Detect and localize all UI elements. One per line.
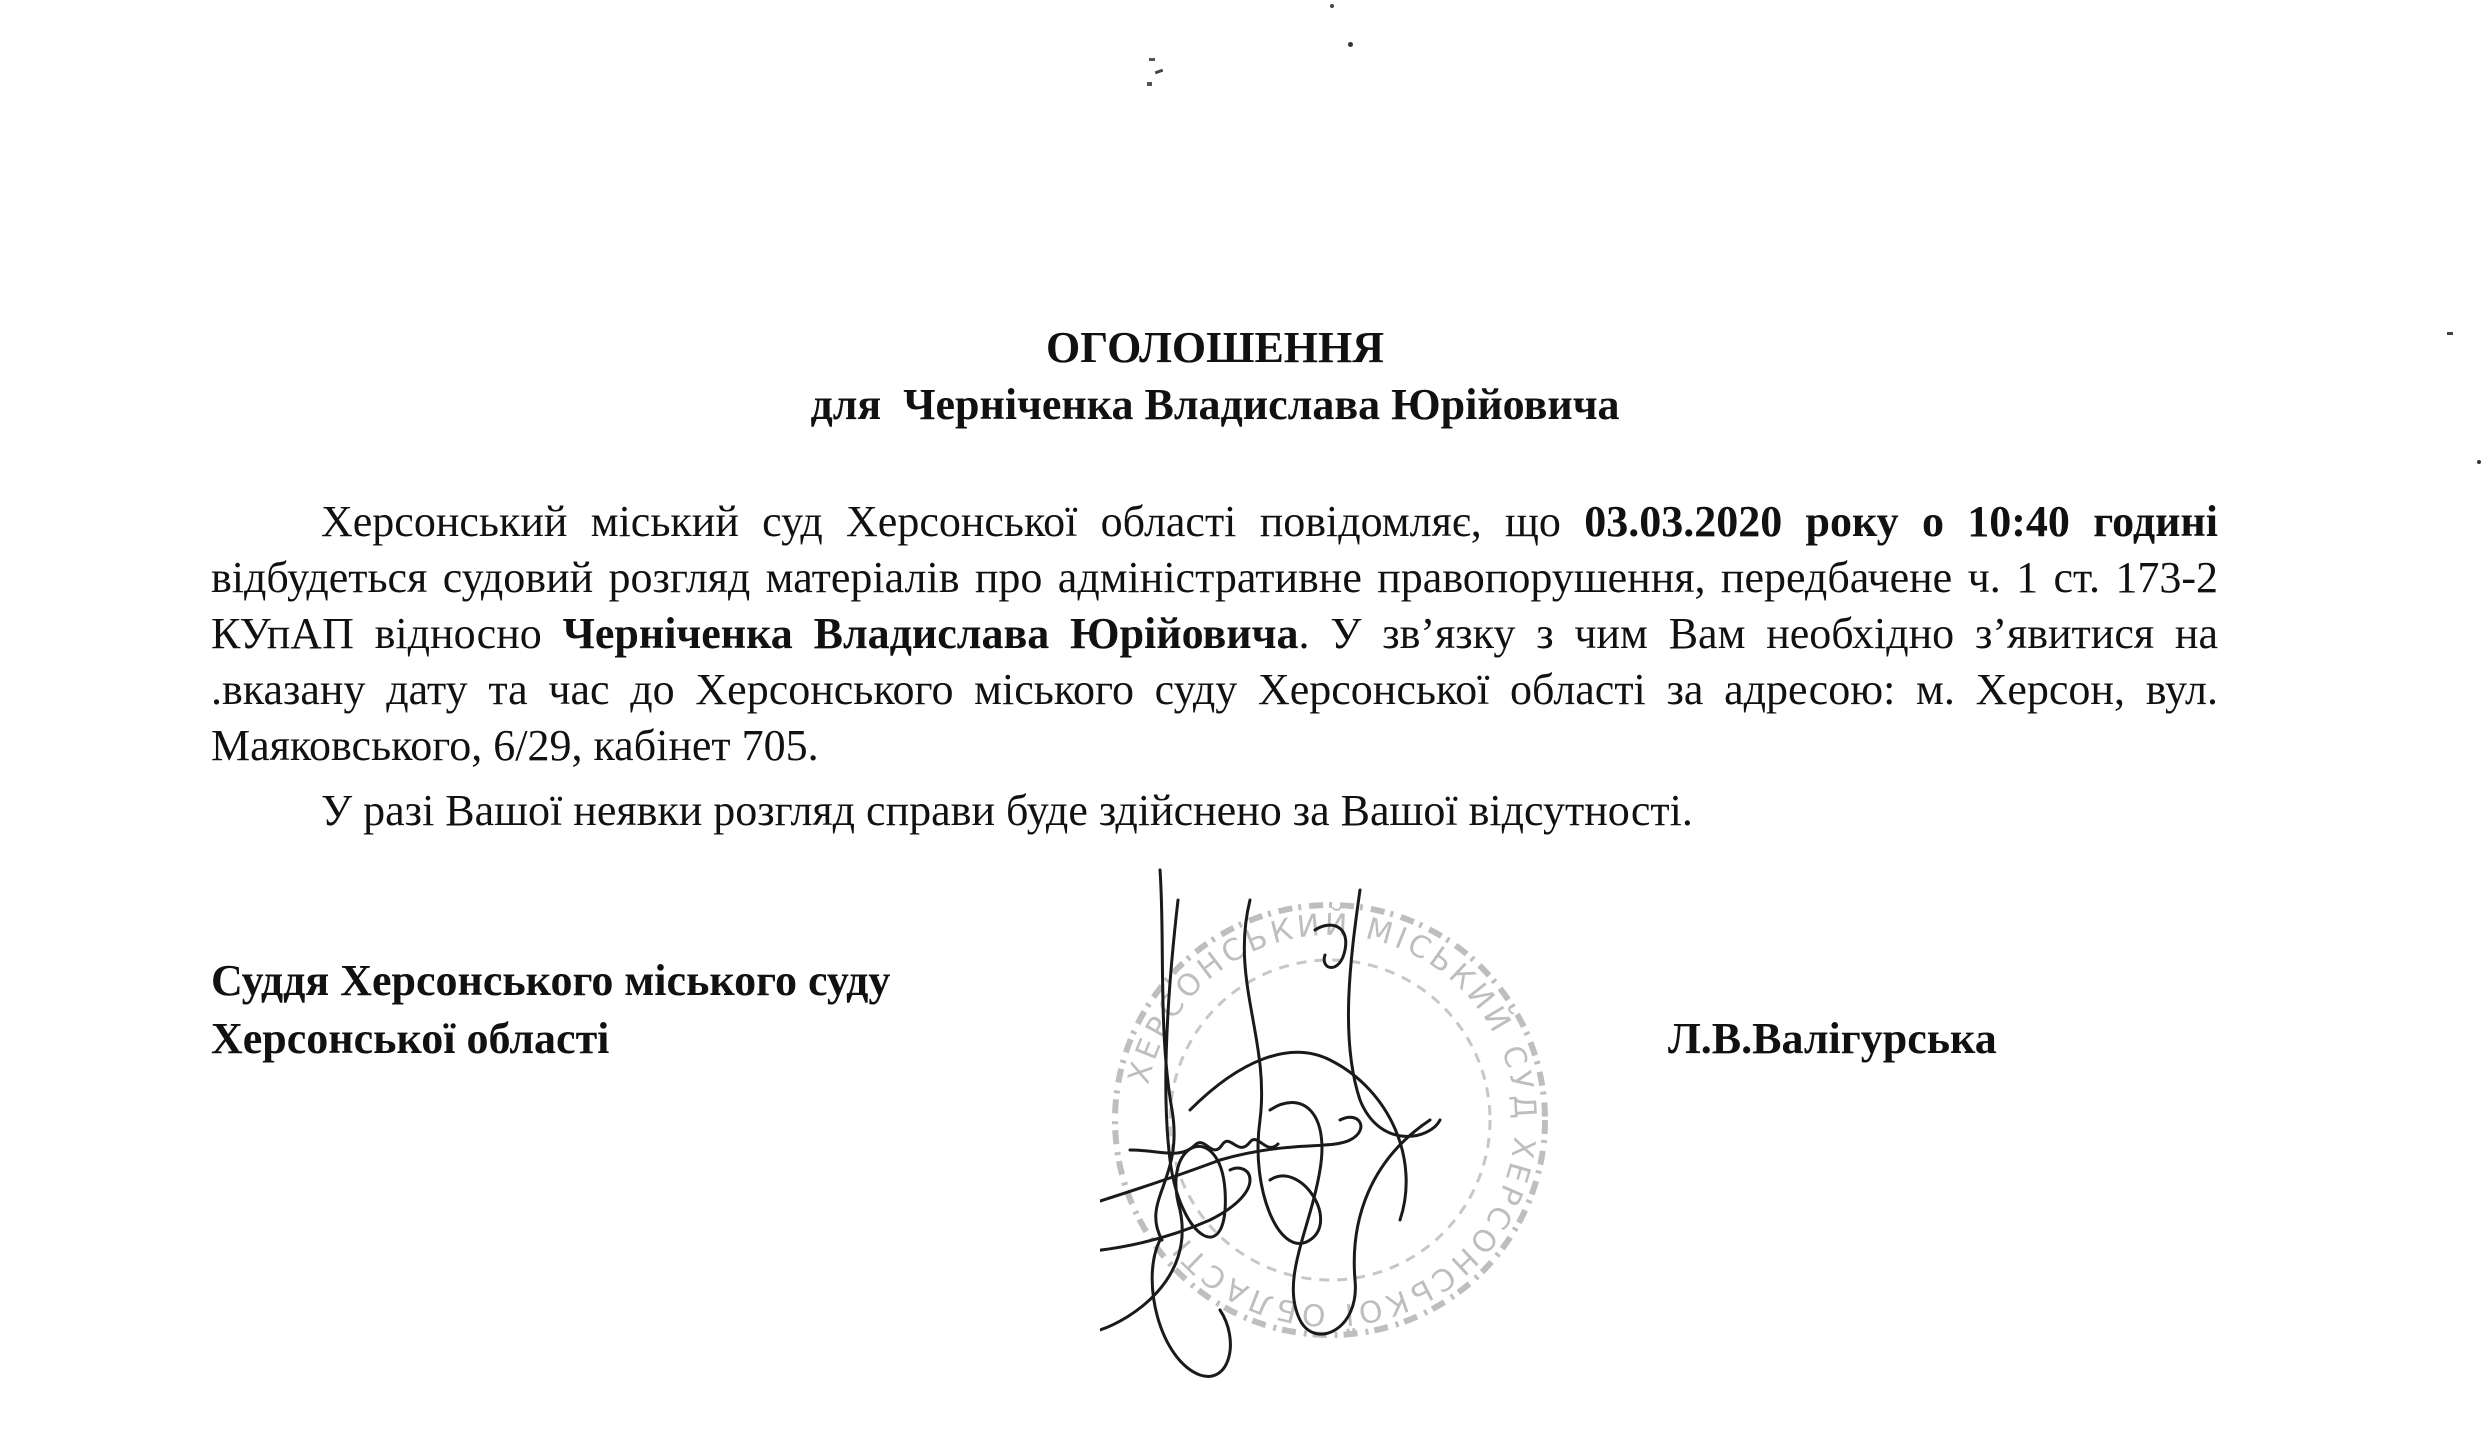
scan-speck bbox=[1330, 4, 1334, 8]
judge-position bbox=[211, 952, 890, 1068]
svg-text:ХЕРСОНСЬКИЙ МІСЬКИЙ СУД ХЕРСОН: ХЕРСОНСЬКИЙ МІСЬКИЙ СУД ХЕРСОНСЬКОЇ ОБЛАСТІ bbox=[1121, 907, 1543, 1333]
notice-middle: відбудеться судовий розгляд матеріалів про адміністративне правопорушення, передбачене ч. 1 ст. 173-2 КУпАП відносно bbox=[211, 553, 2218, 658]
scan-speck bbox=[2477, 460, 2481, 464]
subtitle-name: Черніченка Владислава Юрійовича bbox=[903, 380, 1620, 429]
scan-speck bbox=[1155, 69, 1164, 75]
absence-notice: У разі Вашої неявки розгляд справи буде здійснено за Вашої відсутності. bbox=[321, 786, 1693, 835]
notice-lead: Херсонський міський суд Херсонської області повідомляє, що bbox=[321, 497, 1585, 546]
court-seal-icon bbox=[1115, 905, 1545, 1335]
document-subtitle bbox=[0, 380, 2430, 429]
judge-name: Л.В.Валігурська bbox=[1668, 1014, 1997, 1063]
notice-tail: . У зв’язку з чим Вам необхідно з’явитися на .вказану дату та час до Херсонського міського суду Херсонської області за адресою: м. Херсон, вул. Маяковського, 6/29, кабінет 705. bbox=[211, 609, 2218, 770]
judge-position-line2: Херсонської області bbox=[211, 1014, 610, 1063]
judge-position-line1: Суддя Херсонського міського суду bbox=[211, 956, 891, 1005]
scan-speck bbox=[1149, 58, 1155, 61]
subtitle-prefix: для bbox=[810, 380, 882, 429]
scan-speck bbox=[1147, 82, 1152, 86]
scan-speck bbox=[1348, 42, 1353, 47]
court-seal-with-signature bbox=[1100, 860, 1560, 1380]
notice-paragraph bbox=[211, 494, 2218, 774]
document-title: ОГОЛОШЕННЯ bbox=[1045, 323, 1385, 372]
defendant-name: Черніченка Владислава Юрійовича bbox=[562, 609, 1299, 658]
scan-speck bbox=[2447, 332, 2453, 335]
hearing-datetime: 03.03.2020 року о 10:40 годині bbox=[1584, 497, 2219, 546]
